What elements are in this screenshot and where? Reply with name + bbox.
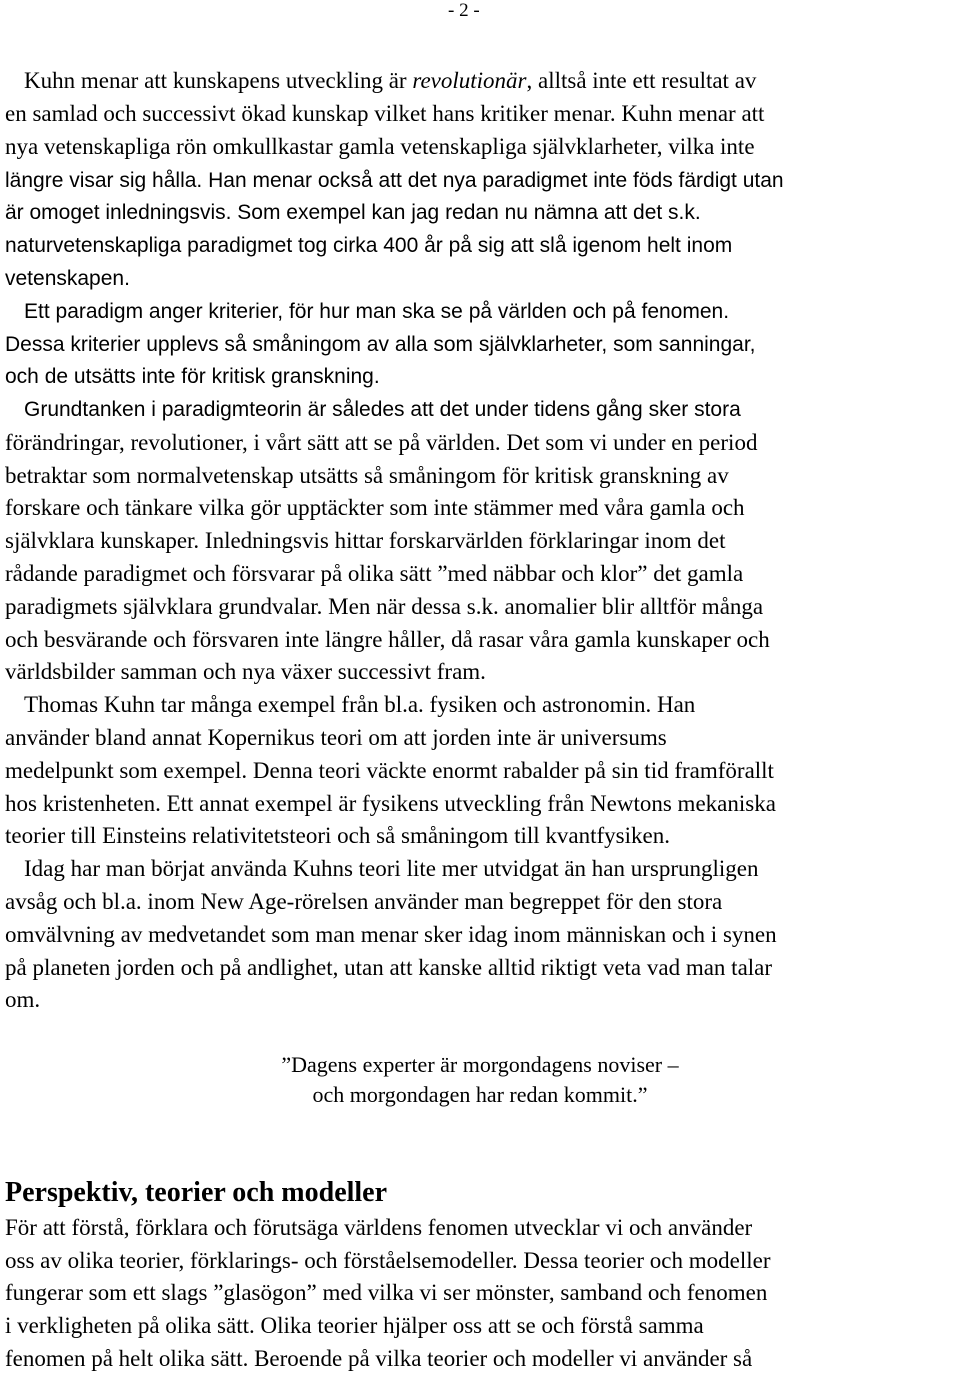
paragraph-line: på planeten jorden och på andlighet, utan att kanske alltid riktigt veta vad man talar xyxy=(5,955,773,980)
paragraph-line: omvälvning av medvetandet som man menar sker idag inom människan och i synen xyxy=(5,922,777,947)
paragraph-line: längre visar sig hålla. Han menar också att det nya paradigmet inte föds färdigt utan xyxy=(5,169,784,192)
quote-line: ”Dagens experter är morgondagens noviser – xyxy=(281,1052,679,1077)
paragraph-line: är omoget inledningsvis. Som exempel kan jag redan nu nämna att det s.k. xyxy=(5,201,701,224)
paragraph-line: och besvärande och försvaren inte längre håller, då rasar våra gamla kunskaper och xyxy=(5,627,770,652)
paragraph-line: Idag har man börjat använda Kuhns teori lite mer utvidgat än han ursprungligen xyxy=(24,856,759,881)
paragraph-line: betraktar som normalvetenskap utsätts så småningom för kritisk granskning av xyxy=(5,463,729,488)
paragraph-line: en samlad och successivt ökad kunskap vilket hans kritiker menar. Kuhn menar att xyxy=(5,101,765,126)
paragraph-line: För att förstå, förklara och förutsäga världens fenomen utvecklar vi och använder xyxy=(5,1215,753,1240)
paragraph-line: hos kristenheten. Ett annat exempel är fysikens utveckling från Newtons mekaniska xyxy=(5,791,776,816)
emphasis-word: revolutionär xyxy=(412,68,527,93)
paragraph-line: paradigmets självklara grundvalar. Men när dessa s.k. anomalier blir alltför många xyxy=(5,594,764,619)
paragraph-line: använder bland annat Kopernikus teori om att jorden inte är universums xyxy=(5,725,667,750)
paragraph-line: och de utsätts inte för kritisk granskning. xyxy=(5,365,380,388)
paragraph-line: självklara kunskaper. Inledningsvis hittar forskarvärlden förklaringar inom det xyxy=(5,528,726,553)
paragraph-line: i verkligheten på olika sätt. Olika teorier hjälper oss att se och förstå samma xyxy=(5,1313,704,1338)
paragraph-line: nya vetenskapliga rön omkullkastar gamla vetenskapliga självklarheter, vilka inte xyxy=(5,134,755,159)
paragraph-line: Grundtanken i paradigmteorin är således att det under tidens gång sker stora xyxy=(24,398,741,421)
quote-line: och morgondagen har redan kommit.” xyxy=(312,1082,648,1107)
paragraph-line: Kuhn menar att kunskapens utveckling är revolutionär, alltså inte ett resultat av xyxy=(24,68,757,93)
paragraph-line: naturvetenskapliga paradigmet tog cirka 400 år på sig att slå igenom helt inom xyxy=(5,234,733,257)
paragraph-line: fungerar som ett slags ”glasögon” med vilka vi ser mönster, samband och fenomen xyxy=(5,1280,768,1305)
page-number: - 2 - xyxy=(448,0,480,21)
paragraph-line: Ett paradigm anger kriterier, för hur man ska se på världen och på fenomen. xyxy=(24,300,730,323)
paragraph-line: oss av olika teorier, förklarings- och förståelsemodeller. Dessa teorier och modeller xyxy=(5,1248,771,1273)
paragraph-line: om. xyxy=(5,987,41,1012)
section-heading: Perspektiv, teorier och modeller xyxy=(5,1177,388,1208)
paragraph-line: världsbilder samman och nya växer successivt fram. xyxy=(5,659,486,684)
paragraph-line: förändringar, revolutioner, i vårt sätt att se på världen. Det som vi under en period xyxy=(5,430,758,455)
paragraph-line: Thomas Kuhn tar många exempel från bl.a. fysiken och astronomin. Han xyxy=(24,692,696,717)
paragraph-line: forskare och tänkare vilka gör upptäckter som inte stämmer med våra gamla och xyxy=(5,495,745,520)
paragraph-line: avsåg och bl.a. inom New Age-rörelsen använder man begreppet för den stora xyxy=(5,889,723,914)
paragraph-line: Dessa kriterier upplevs så småningom av alla som självklarheter, som sanningar, xyxy=(5,333,756,356)
paragraph-line: rådande paradigmet och försvarar på olika sätt ”med näbbar och klor” det gamla xyxy=(5,561,744,586)
paragraph-line: vetenskapen. xyxy=(5,267,130,290)
paragraph-line: teorier till Einsteins relativitetsteori och så småningom till kvantfysiken. xyxy=(5,823,670,848)
paragraph-line: medelpunkt som exempel. Denna teori väckte enormt rabalder på sin tid framförallt xyxy=(5,758,774,783)
paragraph-line: fenomen på helt olika sätt. Beroende på vilka teorier och modeller vi använder så xyxy=(5,1346,753,1371)
